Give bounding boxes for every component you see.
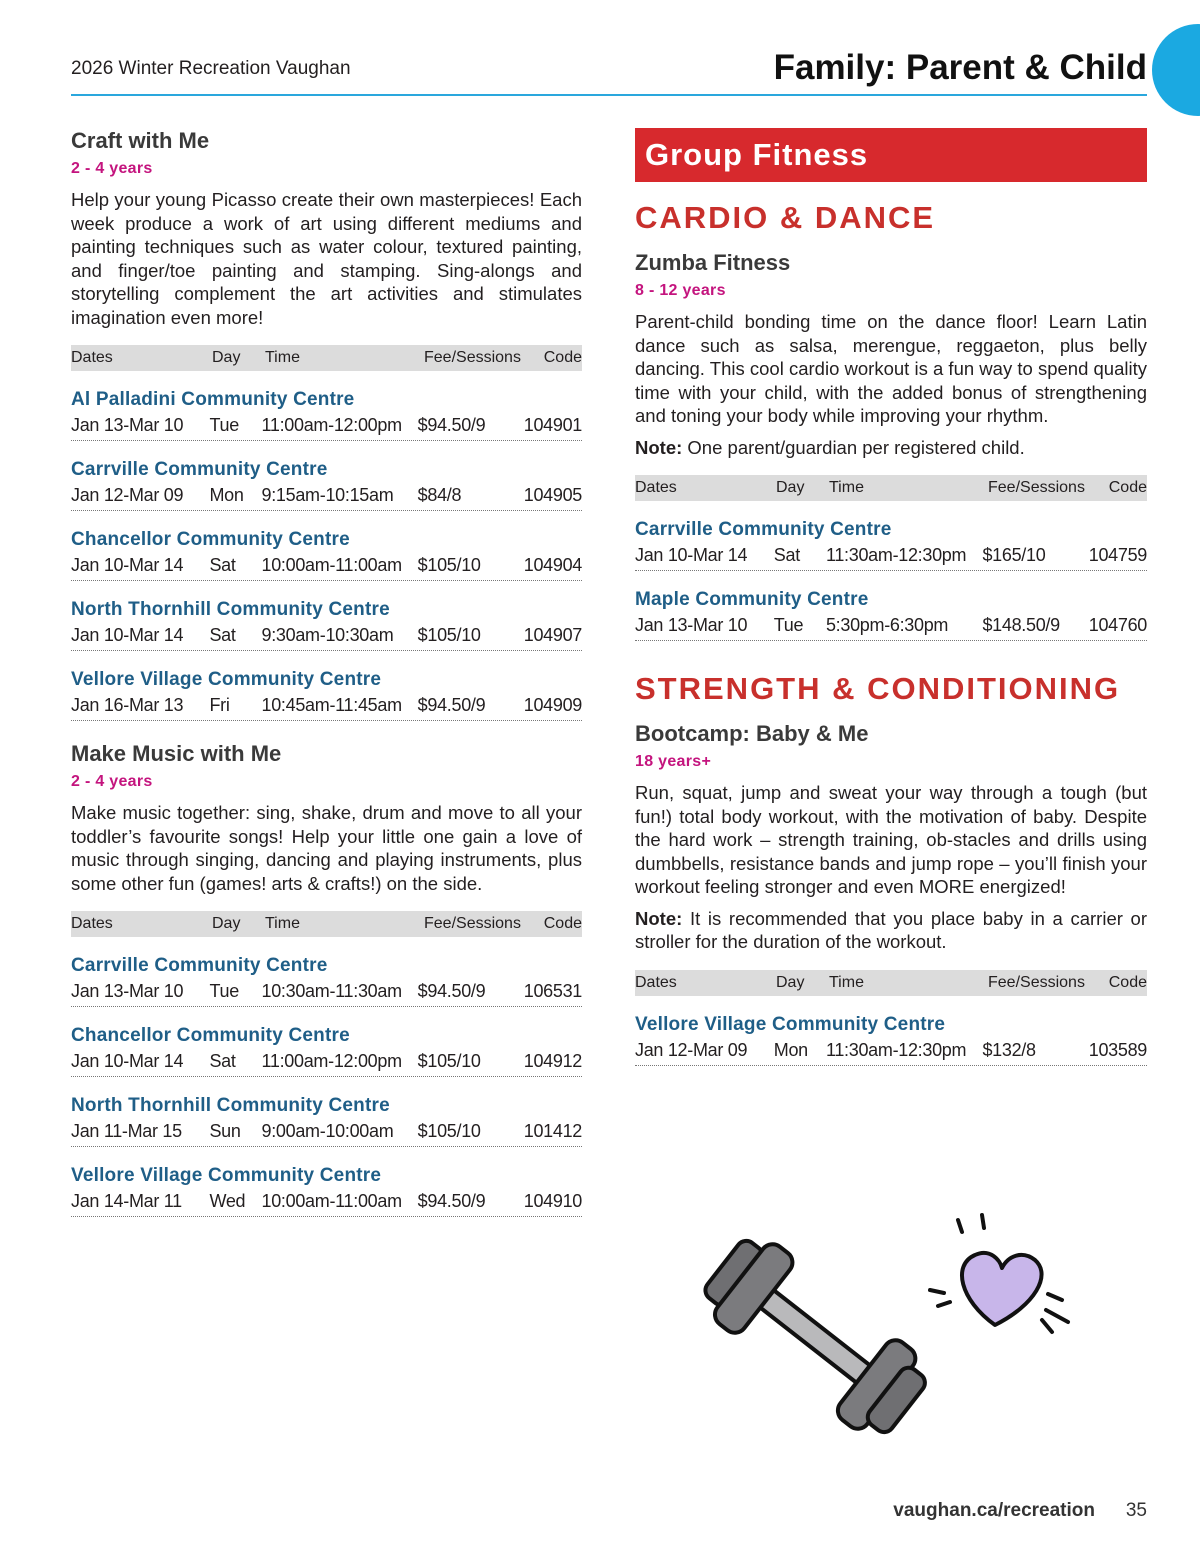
table-row	[71, 551, 582, 581]
session-dates: Jan 10-Mar 14	[71, 625, 184, 645]
section-tab-marker	[1152, 24, 1200, 116]
program-title: Bootcamp: Baby & Me	[635, 721, 869, 746]
header-day: Day	[212, 915, 241, 932]
cardio-dance-section	[635, 200, 1147, 641]
session-fee: $105/10	[417, 1051, 481, 1071]
note-label: Note:	[635, 907, 683, 929]
table-row	[71, 481, 582, 511]
session-code: 104901	[523, 415, 582, 435]
location-name: Carrville Community Centre	[71, 459, 328, 480]
note-text: One parent/guardian per registered child.	[687, 436, 1025, 458]
location-name: Vellore Village Community Centre	[71, 1165, 382, 1186]
session-code: 106531	[523, 981, 582, 1001]
header-fee: Fee/Sessions	[988, 973, 1085, 991]
header-fee: Fee/Sessions	[424, 349, 521, 366]
session-code: 104760	[1088, 615, 1148, 635]
program-note	[635, 907, 1147, 954]
fitness-illustration	[690, 1210, 1090, 1450]
location-name: North Thornhill Community Centre	[71, 1095, 390, 1116]
header-time: Time	[265, 349, 300, 366]
session-list	[635, 519, 1147, 641]
session-time: 11:00am-12:00pm	[261, 415, 402, 435]
session-time: 9:00am-10:00am	[261, 1121, 394, 1141]
note-label: Note:	[635, 436, 683, 458]
location-name: Maple Community Centre	[635, 589, 869, 610]
footer-url[interactable]: vaughan.ca/recreation	[893, 1500, 1095, 1521]
session-time: 9:30am-10:30am	[261, 625, 394, 645]
session-code: 104910	[523, 1191, 582, 1211]
session-code: 104904	[523, 555, 582, 575]
right-column	[635, 128, 1147, 1066]
session-fee: $148.50/9	[982, 615, 1060, 635]
session-day: Mon	[209, 485, 244, 505]
table-header	[71, 345, 582, 371]
program-age: 8 - 12 years	[635, 282, 726, 299]
section-title: Family: Parent & Child	[773, 48, 1147, 87]
table-row	[71, 1187, 582, 1217]
program-title: Craft with Me	[71, 128, 210, 153]
session-fee: $105/10	[417, 555, 481, 575]
program-description: Help your young Picasso create their own masterpieces! Each week produce a work of art using different mediums and painting techniques such as water colour, textured painting, and finger/toe painting and stamping. Sing-alongs and storytelling complement the art activities and stimulates imagination even more!	[71, 189, 582, 328]
header-code: Code	[1108, 973, 1147, 991]
session-fee: $105/10	[417, 1121, 481, 1141]
session-dates: Jan 14-Mar 11	[71, 1191, 182, 1211]
session-dates: Jan 13-Mar 10	[635, 615, 748, 635]
session-fee: $132/8	[982, 1039, 1036, 1060]
session-fee: $94.50/9	[417, 695, 486, 715]
page-header	[71, 40, 1147, 96]
table-row	[71, 977, 582, 1007]
note-text: It is recommended that you place baby in a carrier or stroller for the duration of the workout.	[635, 907, 1148, 952]
header-dates: Dates	[71, 915, 113, 932]
session-day: Tue	[773, 615, 804, 635]
header-fee: Fee/Sessions	[424, 915, 521, 932]
header-time: Time	[829, 973, 864, 991]
location-name: Carrville Community Centre	[71, 955, 328, 976]
program-age: 2 - 4 years	[71, 773, 153, 790]
left-column	[71, 128, 582, 1217]
session-day: Sat	[209, 1051, 236, 1071]
program-description: Run, squat, jump and sweat your way through a tough (but fun!) total body workout, with the motivation of baby. Despite the hard work – strength training, ob-stacles and drills using dumbbells, resistance bands and jump rope – you’ll finish your workout feeling stronger and even MORE energized!	[635, 782, 1147, 897]
session-list	[635, 1014, 1147, 1066]
program-craft-with-me	[71, 128, 582, 721]
program-description: Parent-child bonding time on the dance floor! Learn Latin dance such as salsa, merengue, reggaeton, plus belly dancing. This cool cardio workout is a fun way to spend quality time with your child, with the added bonus of strengthening and toning your body while improving your rhythm.	[635, 311, 1147, 426]
program-title: Make Music with Me	[71, 741, 282, 766]
session-dates: Jan 11-Mar 15	[71, 1121, 182, 1141]
table-row	[71, 691, 582, 721]
session-code: 101412	[523, 1121, 582, 1141]
table-row	[71, 411, 582, 441]
header-day: Day	[212, 349, 241, 366]
session-code: 104909	[523, 695, 582, 715]
session-time: 11:30am-12:30pm	[825, 545, 967, 565]
table-header	[635, 970, 1147, 996]
session-fee: $94.50/9	[417, 415, 486, 435]
program-description: Make music together: sing, shake, drum and move to all your toddler’s favourite songs! Help your little one gain a love of music through singing, dancing and playing instruments, plus some other fun (games! arts & crafts!) on the side.	[71, 802, 582, 894]
session-fee: $165/10	[982, 545, 1046, 565]
table-row	[71, 1117, 582, 1147]
session-day: Mon	[773, 1039, 808, 1060]
program-age: 2 - 4 years	[71, 160, 153, 177]
page-number: 35	[1125, 1500, 1147, 1521]
publication-title: 2026 Winter Recreation Vaughan	[71, 58, 351, 79]
session-fee: $105/10	[417, 625, 481, 645]
session-dates: Jan 13-Mar 10	[71, 415, 184, 435]
session-time: 9:15am-10:15am	[261, 485, 394, 505]
session-time: 10:00am-11:00am	[261, 555, 402, 575]
group-fitness-banner: Group Fitness	[635, 128, 1147, 182]
header-dates: Dates	[635, 479, 677, 496]
session-fee: $84/8	[417, 485, 462, 505]
location-name: Vellore Village Community Centre	[635, 1013, 946, 1035]
session-time: 11:30am-12:30pm	[825, 1039, 967, 1060]
session-dates: Jan 10-Mar 14	[635, 545, 748, 565]
heart-icon	[930, 1215, 1068, 1332]
table-row	[71, 621, 582, 651]
header-dates: Dates	[71, 349, 113, 366]
session-fee: $94.50/9	[417, 981, 486, 1001]
table-row	[71, 1047, 582, 1077]
header-code: Code	[1108, 479, 1147, 496]
table-header	[71, 911, 582, 937]
session-code: 104907	[523, 625, 582, 645]
session-time: 5:30pm-6:30pm	[825, 615, 949, 635]
session-code: 103589	[1088, 1039, 1148, 1060]
program-age: 18 years+	[635, 753, 712, 770]
program-title: Zumba Fitness	[635, 250, 791, 275]
location-name: North Thornhill Community Centre	[71, 599, 390, 620]
program-make-music-with-me	[71, 741, 582, 1217]
table-row	[635, 611, 1147, 641]
dumbbell-icon	[690, 1210, 1090, 1450]
location-name: Chancellor Community Centre	[71, 529, 350, 550]
session-code: 104912	[523, 1051, 582, 1071]
session-day: Sun	[209, 1121, 241, 1141]
program-note	[635, 436, 1147, 460]
header-time: Time	[829, 479, 864, 496]
session-dates: Jan 13-Mar 10	[71, 981, 184, 1001]
session-day: Tue	[209, 415, 239, 435]
strength-conditioning-section	[635, 671, 1147, 1066]
location-name: Chancellor Community Centre	[71, 1025, 350, 1046]
header-time: Time	[265, 915, 300, 932]
session-dates: Jan 12-Mar 09	[635, 1039, 748, 1060]
session-list	[71, 955, 582, 1217]
header-code: Code	[543, 349, 582, 366]
header-day: Day	[776, 973, 805, 991]
session-day: Tue	[209, 981, 239, 1001]
session-list	[71, 389, 582, 721]
session-time: 10:30am-11:30am	[261, 981, 402, 1001]
session-time: 11:00am-12:00pm	[261, 1051, 402, 1071]
session-day: Sat	[773, 545, 800, 565]
session-dates: Jan 10-Mar 14	[71, 555, 184, 575]
category-heading: CARDIO & DANCE	[635, 200, 936, 235]
table-row	[635, 1036, 1147, 1066]
session-code: 104905	[523, 485, 582, 505]
session-dates: Jan 12-Mar 09	[71, 485, 184, 505]
session-code: 104759	[1088, 545, 1148, 565]
header-code: Code	[543, 915, 582, 932]
header-dates: Dates	[635, 973, 677, 991]
session-day: Sat	[209, 625, 236, 645]
session-dates: Jan 10-Mar 14	[71, 1051, 184, 1071]
table-row	[635, 541, 1147, 571]
session-dates: Jan 16-Mar 13	[71, 695, 184, 715]
session-day: Wed	[209, 1191, 246, 1211]
location-name: Vellore Village Community Centre	[71, 669, 382, 690]
location-name: Al Palladini Community Centre	[71, 389, 355, 410]
header-day: Day	[776, 479, 805, 496]
session-time: 10:00am-11:00am	[261, 1191, 402, 1211]
session-time: 10:45am-11:45am	[261, 695, 402, 715]
category-heading: STRENGTH & CONDITIONING	[635, 671, 1121, 706]
session-day: Sat	[209, 555, 236, 575]
session-fee: $94.50/9	[417, 1191, 486, 1211]
location-name: Carrville Community Centre	[635, 519, 892, 540]
table-header	[635, 475, 1147, 501]
header-fee: Fee/Sessions	[988, 479, 1085, 496]
session-day: Fri	[209, 695, 230, 715]
